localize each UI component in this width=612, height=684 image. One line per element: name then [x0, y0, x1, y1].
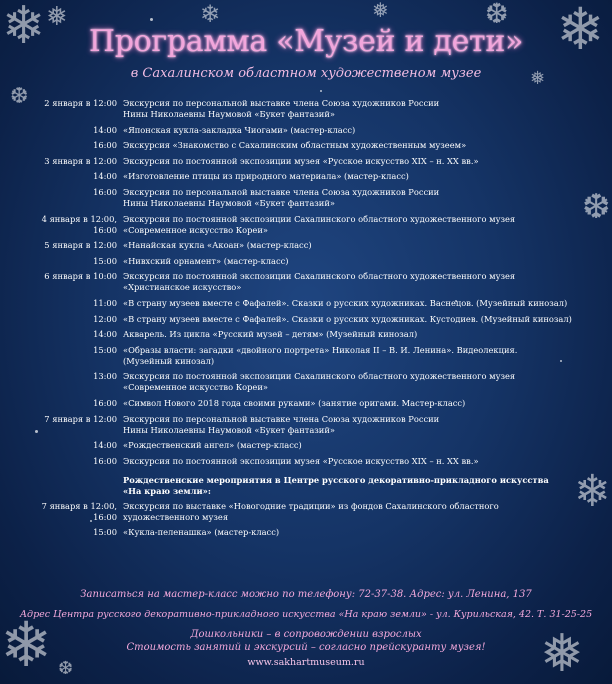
schedule-row	[20, 456, 592, 467]
schedule-time: 15:00	[93, 344, 117, 355]
schedule-event: Экскурсия по персональной выставке члена Союза художников России Нины Николаевны Наумовой «Букет фантазий»	[123, 98, 440, 119]
schedule-event: «В страну музеев вместе с Фафалей». Сказки о русских художниках. Васнецов. (Музейный кинозал)	[123, 297, 568, 308]
schedule-time: 16:00	[93, 397, 117, 408]
snowflake-icon: ❄	[0, 608, 52, 681]
snowflake-icon: ❅	[372, 0, 389, 22]
schedule-time: 15:00	[93, 255, 117, 266]
snowflake-icon: ❅	[530, 68, 546, 89]
schedule-time: 3 января в 12:00	[44, 155, 117, 166]
schedule-time: 14:00	[93, 440, 117, 451]
schedule-event: Экскурсия по постоянной экспозиции музея «Русское искусство XIX – н. XX вв.»	[123, 455, 479, 466]
schedule-event: «Изготовление птицы из природного материала» (мастер-класс)	[123, 171, 409, 182]
schedule-time: 2 января в 12:00	[44, 98, 117, 108]
schedule-event: Экскурсия по постоянной экспозиции Сахалинского областного художественного музея «Современное искусство Кореи»	[123, 371, 516, 393]
schedule-row	[20, 187, 592, 209]
schedule-row	[20, 140, 592, 151]
schedule-row	[20, 440, 592, 451]
page-title: Программа «Музей и дети»	[88, 24, 524, 59]
snowflake-icon: ❆	[10, 84, 29, 109]
schedule-row	[20, 256, 592, 267]
schedule-event: Экскурсия по персональной выставке члена Союза художников России Нины Николаевны Наумовой «Букет фантазий»	[123, 413, 440, 435]
schedule-time: 12:00	[93, 313, 117, 324]
schedule-row	[20, 527, 592, 538]
schedule-time: 16:00	[93, 140, 117, 151]
schedule-time: 4 января в 12:00, 16:00	[41, 213, 117, 235]
schedule-time: 14:00	[93, 171, 117, 182]
schedule-event: «В страну музеев вместе с Фафалей». Сказки о русских художниках. Кустодиев. (Музейный кинозал)	[123, 313, 572, 324]
schedule-event: Экскурсия по выставке «Новогодние традиции» из фондов Сахалинского областного художественного музея	[123, 500, 499, 522]
snowflake-icon: ❆	[58, 658, 74, 679]
snowflake-icon: ❆	[485, 0, 509, 30]
schedule-row	[20, 240, 592, 251]
schedule-event: «Символ Нового 2018 года своими руками» (занятие оригами. Мастер-класс)	[123, 397, 466, 408]
snowflake-icon: ❆	[582, 187, 611, 227]
footer-price-note: Стоимость занятий и экскурсий – согласно прейскуранту музея!	[126, 642, 486, 653]
schedule-row	[20, 156, 592, 167]
schedule-time: 14:00	[93, 124, 117, 135]
schedule	[20, 98, 592, 543]
schedule-time: 6 января в 10:00	[44, 271, 117, 282]
snowflake-icon: ❄	[2, 0, 46, 56]
schedule-event: Экскурсия по персональной выставке члена Союза художников России Нины Николаевны Наумовой «Букет фантазий»	[123, 186, 440, 208]
schedule-event: «Образы власти: загадки «двойного портрета» Николая II – В. И. Ленина». Видеолекция. (Музейный кинозал)	[123, 344, 518, 366]
footer-center-address: Адрес Центра русского декоративно-прикладного искусства «На краю земли» - ул. Курильская, 42. Т. 31-25-25	[19, 609, 593, 620]
schedule-row	[20, 398, 592, 409]
schedule-time: 13:00	[93, 371, 117, 382]
schedule-time: 5 января в 12:00	[44, 240, 117, 251]
footer	[0, 588, 612, 669]
schedule-time: 16:00	[93, 455, 117, 466]
website-link[interactable]: www.sakhartmuseum.ru	[247, 657, 365, 668]
special-heading: Рождественские мероприятия в Центре русского декоративно-прикладного искусства «На краю земли»:	[123, 474, 549, 496]
schedule-row	[20, 329, 592, 340]
schedule-event: Экскурсия по постоянной экспозиции Сахалинского областного художественного музея «Христианское искусство»	[123, 271, 516, 293]
schedule-row	[20, 414, 592, 436]
schedule-event: «Нанайская кукла «Акоан» (мастер-класс)	[123, 240, 312, 251]
special-schedule-list	[20, 501, 592, 539]
schedule-event: Экскурсия по постоянной экспозиции музея «Русское искусство XIX – н. XX вв.»	[123, 155, 479, 166]
schedule-time: 14:00	[93, 329, 117, 340]
schedule-time: 7 января в 12:00	[44, 413, 117, 424]
snowflake-icon: ❄	[574, 466, 611, 517]
footer-signup: Записаться на мастер-класс можно по телефону: 72-37-38. Адрес: ул. Ленина, 137	[80, 589, 532, 600]
schedule-row	[20, 271, 592, 293]
snowflake-icon: ❅	[540, 624, 584, 684]
schedule-row	[20, 298, 592, 309]
schedule-row	[20, 501, 592, 523]
snow-dot	[150, 18, 153, 21]
schedule-time: 11:00	[93, 297, 117, 308]
schedule-event: «Японская кукла-закладка Чиогами» (мастер-класс)	[123, 124, 356, 135]
schedule-row	[20, 125, 592, 136]
schedule-row	[20, 345, 592, 367]
schedule-row	[20, 214, 592, 236]
schedule-row	[20, 371, 592, 393]
snowflake-icon: ❄	[200, 0, 221, 28]
schedule-row	[20, 98, 592, 120]
snow-dot	[320, 90, 322, 92]
schedule-time: 15:00	[93, 527, 117, 538]
snowflake-icon: ❄	[556, 0, 605, 63]
schedule-event: «Рождественский ангел» (мастер-класс)	[123, 440, 302, 451]
schedule-time: 7 января в 12:00, 16:00	[41, 500, 117, 522]
schedule-row	[20, 171, 592, 182]
schedule-event: «Нивхский орнамент» (мастер-класс)	[123, 255, 289, 266]
footer-preschool-note: Дошкольники – в сопровождении взрослых	[190, 629, 422, 640]
page-subtitle: в Сахалинском областном художественом музее	[130, 66, 482, 81]
snowflake-icon: ❅	[46, 2, 68, 32]
schedule-row	[20, 314, 592, 325]
schedule-time: 16:00	[93, 186, 117, 197]
schedule-event: Акварель. Из цикла «Русский музей – детям» (Музейный кинозал)	[123, 329, 418, 340]
schedule-event: Экскурсия по постоянной экспозиции Сахалинского областного художественного музея «Современное искусство Кореи»	[123, 213, 516, 235]
schedule-list	[20, 98, 592, 467]
schedule-event: Экскурсия «Знакомство с Сахалинским областным художественным музеем»	[123, 140, 467, 151]
schedule-event: «Кукла-пеленашка» (мастер-класс)	[123, 527, 280, 538]
